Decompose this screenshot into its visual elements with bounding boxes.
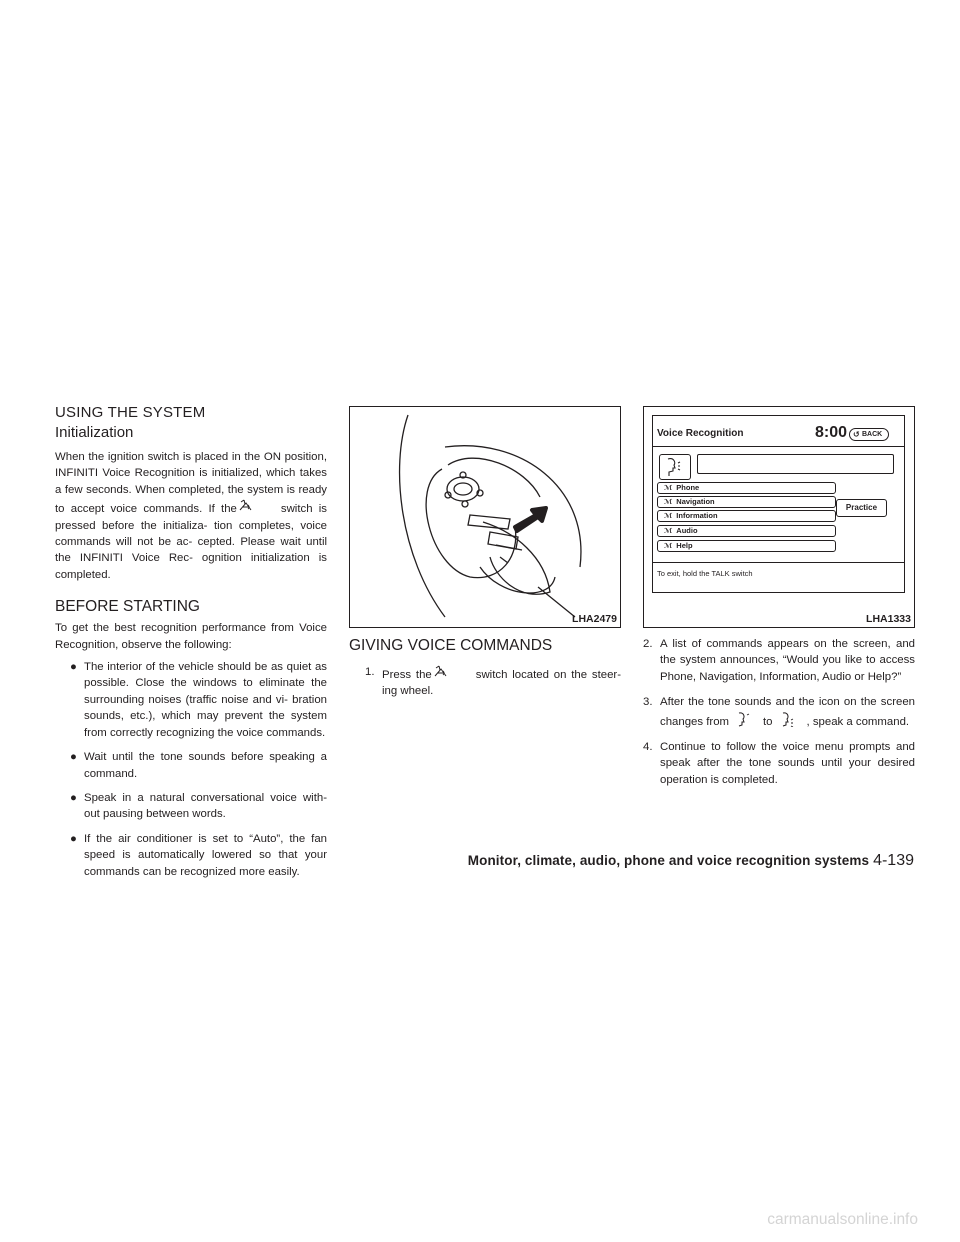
- vr-divider: [653, 446, 904, 447]
- step-4: [643, 739, 915, 788]
- step-number: 4.: [643, 741, 653, 754]
- bullet-dot: ●: [70, 661, 77, 674]
- step-1: [349, 664, 621, 700]
- before-intro: To get the best recognition performance from Voice Recognition, observe the following:: [55, 622, 327, 651]
- talk-switch-icon: [237, 498, 281, 514]
- step1-pre: Press the: [382, 669, 432, 681]
- vr-footer-divider: [653, 562, 904, 563]
- step1-post: switch located on the steer- ing wheel.: [382, 669, 621, 698]
- bullet-text: Wait until the tone sounds before speaking a command.: [84, 751, 327, 780]
- voice-icon: ℳ: [664, 513, 673, 520]
- list-item: [55, 659, 327, 741]
- vr-menu-label: Navigation: [676, 497, 715, 506]
- figure-label: LHA2479: [572, 613, 617, 625]
- step3-text-a: After the tone sounds and the icon on the screen changes from: [660, 696, 915, 728]
- vr-menu-item[interactable]: [657, 496, 836, 508]
- vr-menu-item[interactable]: [657, 510, 836, 522]
- list-item: [55, 790, 327, 823]
- speak-icon: [773, 711, 807, 727]
- step-number: 1.: [365, 666, 375, 678]
- vr-text-field: [697, 454, 894, 474]
- step2-text: A list of commands appears on the screen, and the system announces, “Would you like to access Phone, Navigation, Information, Audio or Help?”: [660, 638, 915, 683]
- init-text-1: When the ignition switch is placed in the ON position, INFINITI Voice Recognition is initialized, which takes a few seconds. When completed, the system is ready to accept voice commands. If: [55, 451, 327, 516]
- right-column: [643, 636, 915, 797]
- step-3: [643, 694, 915, 730]
- bullet-text: The interior of the vehicle should be as quiet as possible. Close the windows to eliminate the surrounding noises (traffic noise and vi- bration sounds, etc.), which may prevent the system from correctly recognizing the voice commands.: [84, 661, 327, 739]
- left-column: [55, 404, 327, 888]
- step-number: 3.: [643, 696, 653, 709]
- voice-recognition-figure: [643, 406, 915, 628]
- step-number: 2.: [643, 638, 653, 650]
- bullet-dot: ●: [70, 751, 77, 764]
- vr-screen: [652, 415, 905, 593]
- back-arrow-icon: ↺: [853, 430, 860, 439]
- bullet-list: [55, 659, 327, 880]
- vr-menu-item[interactable]: [657, 540, 836, 552]
- heading-initialization: Initialization: [55, 424, 134, 441]
- back-label: BACK: [862, 431, 883, 438]
- middle-column: [349, 636, 621, 700]
- bullet-dot: ●: [70, 832, 77, 845]
- vr-menu-item[interactable]: [657, 525, 836, 537]
- vr-time: 8:00: [815, 424, 848, 441]
- watermark: carmanualsonline.info: [767, 1211, 918, 1228]
- page-number: 4-139: [873, 852, 914, 869]
- bullet-text: Speak in a natural conversational voice with- out pausing between words.: [84, 791, 327, 821]
- list-item: [55, 749, 327, 782]
- vr-practice-button[interactable]: Practice: [836, 499, 887, 517]
- vr-footer-text: To exit, hold the TALK switch: [657, 569, 753, 578]
- step-2: [643, 636, 915, 685]
- vr-menu-label: Phone: [676, 483, 700, 492]
- init-text-2: switch is pressed before the initializa- tion completes, voice commands will not be ac- cepted. Please wait until the INFINITI Voice Rec- ognition initialization is completed.: [55, 503, 327, 581]
- vr-back-button[interactable]: [849, 428, 889, 441]
- voice-icon: ℳ: [664, 499, 673, 506]
- speaking-face-icon: [660, 455, 690, 479]
- listening-icon: [729, 711, 763, 727]
- bullet-text: If the air conditioner is set to “Auto”, the fan speed is automatically lowered so that your commands can be recognized more easily.: [84, 832, 327, 878]
- bullet-dot: ●: [70, 791, 77, 804]
- vr-menu-item[interactable]: [657, 482, 836, 494]
- init-the: the: [221, 503, 237, 516]
- step3-text-b: , speak a command.: [806, 715, 910, 728]
- initialization-paragraph: [55, 449, 327, 583]
- heading-before-starting: BEFORE STARTING: [55, 598, 200, 616]
- voice-icon: ℳ: [664, 543, 673, 550]
- page-footer: [468, 852, 914, 870]
- talk-switch-icon: [432, 664, 476, 680]
- steering-wheel-illustration: [350, 407, 619, 626]
- vr-speaker-box: [659, 454, 691, 480]
- step3-to: to: [763, 715, 773, 728]
- voice-icon: ℳ: [664, 485, 673, 492]
- voice-icon: ℳ: [664, 528, 673, 535]
- heading-giving-voice-commands: GIVING VOICE COMMANDS: [349, 637, 553, 654]
- figure-label: LHA1333: [866, 613, 911, 625]
- section-title: Monitor, climate, audio, phone and voice recognition systems: [467, 853, 870, 868]
- steering-wheel-figure: [349, 406, 621, 628]
- vr-menu-label: Audio: [676, 526, 698, 535]
- vr-menu-label: Help: [676, 541, 693, 550]
- vr-title: Voice Recognition: [657, 428, 744, 439]
- list-item: [55, 831, 327, 880]
- step4-text: Continue to follow the voice menu prompts and speak after the tone sounds until your desired operation is completed.: [660, 741, 915, 786]
- vr-menu-label: Information: [676, 511, 718, 520]
- heading-using-the-system: USING THE SYSTEM: [55, 404, 206, 421]
